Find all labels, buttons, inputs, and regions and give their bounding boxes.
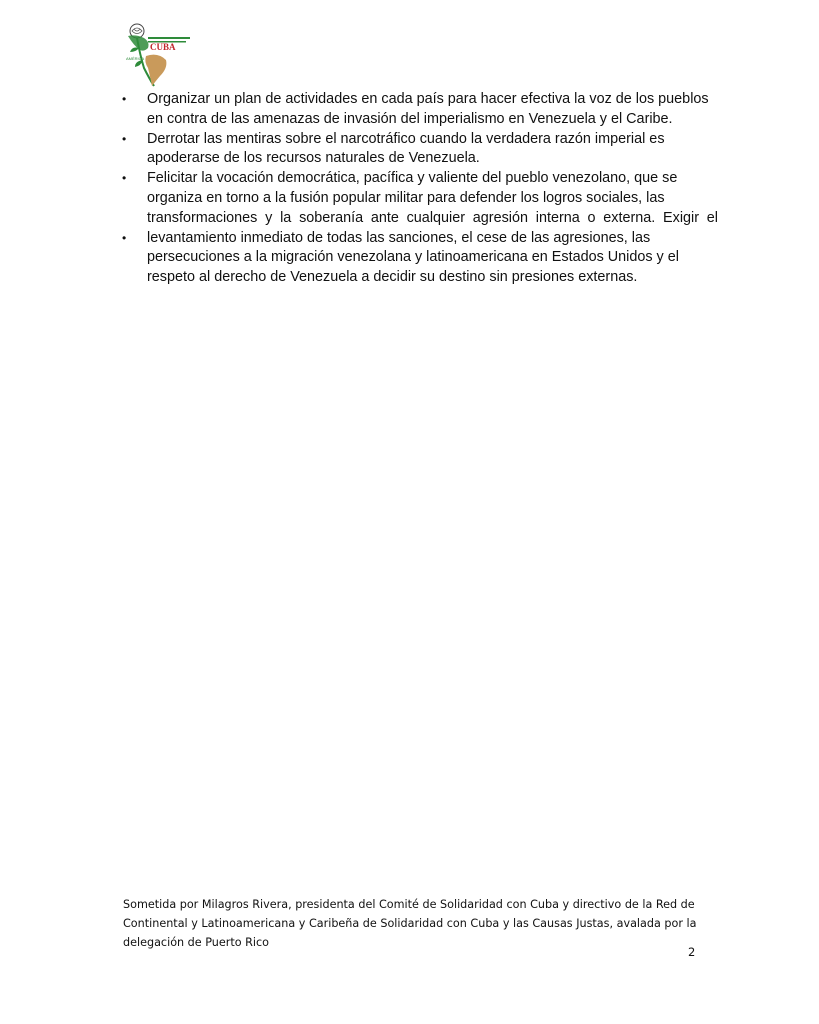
footer-line: Continental y Latinoamericana y Caribeña de Solidaridad con Cuba y las Causas Justas, avalada por la: [123, 916, 697, 930]
text-line: persecuciones a la migración venezolana y latinoamericana en Estados Unidos y el: [147, 249, 679, 266]
footer-note: [123, 896, 703, 952]
americas-map-rose-logo-icon: [122, 20, 196, 88]
bullet: •: [122, 171, 127, 186]
text-line: transformaciones y la soberanía ante cualquier agresión interna o externa. Exigir el: [147, 209, 718, 226]
logo-america-text: AMÉRICA: [126, 56, 145, 61]
list-item-text: [147, 130, 718, 170]
footer-line: delegación de Puerto Rico: [123, 935, 270, 949]
text-line: en contra de las amenazas de invasión del imperialismo en Venezuela y el Caribe.: [147, 110, 673, 127]
list-item-text: [147, 90, 718, 130]
text-line: Organizar un plan de actividades en cada país para hacer efectiva la voz de los pueblos: [147, 91, 709, 107]
text-line: levantamiento inmediato de todas las sanciones, el cese de las agresiones, las: [147, 229, 651, 246]
logo-cuba-text: CUBA: [150, 42, 176, 52]
bullet: •: [122, 92, 127, 106]
text-line: Derrotar las mentiras sobre el narcotráfico cuando la verdadera razón imperial es: [147, 130, 665, 147]
bullet: •: [122, 131, 127, 146]
bullet-list: [118, 90, 718, 288]
list-item: [118, 130, 718, 170]
text-line: apoderarse de los recursos naturales de Venezuela.: [147, 150, 480, 167]
text-line: respeto al derecho de Venezuela a decidir su destino sin presiones externas.: [147, 269, 638, 286]
list-item-text: [147, 169, 718, 228]
list-item: [118, 229, 718, 288]
bullet: •: [122, 230, 127, 245]
list-item: [118, 90, 718, 130]
list-item: [118, 169, 718, 228]
text-line: Felicitar la vocación democrática, pacífica y valiente del pueblo venezolano, que se: [147, 170, 678, 187]
list-item-text: [147, 229, 718, 288]
conference-logo: [122, 20, 196, 88]
text-line: organiza en torno a la fusión popular militar para defender los logros sociales, las: [147, 189, 665, 206]
footer-line: Sometida por Milagros Rivera, presidenta del Comité de Solidaridad con Cuba y directivo de la Red de: [123, 898, 695, 911]
page-number: 2: [688, 945, 696, 959]
